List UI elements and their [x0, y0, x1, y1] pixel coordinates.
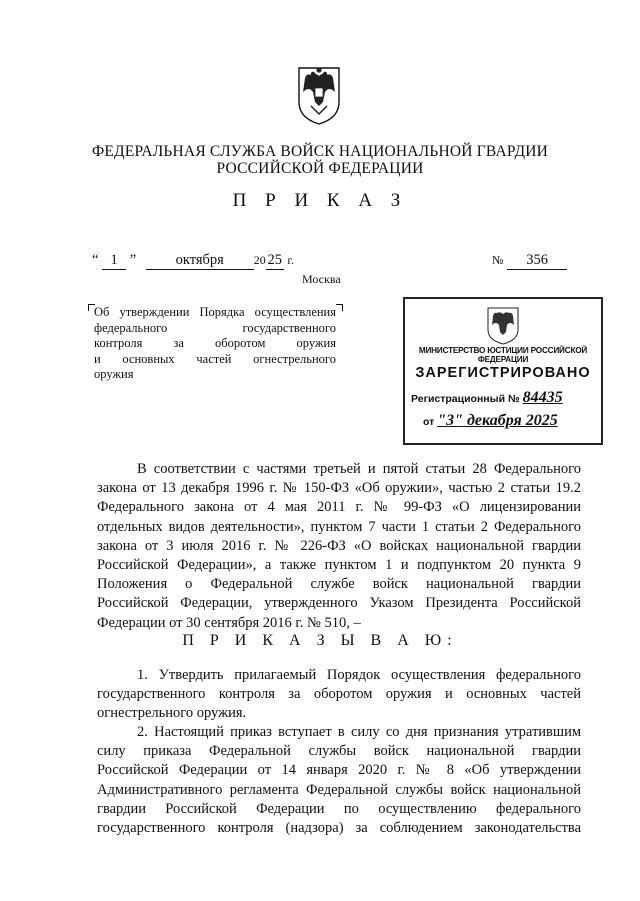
registration-stamp: [403, 297, 603, 445]
preamble-line: В соответствии с частями третьей и пятой статьи 28 Федерального: [137, 461, 581, 477]
order-number: [492, 252, 567, 270]
agency-name-line2: РОССИЙСКОЙ ФЕДЕРАЦИИ: [216, 160, 424, 177]
preamble-line: Российской Федерации», а также пунктом 1 и подпунктом 20 пункта 9: [97, 557, 581, 574]
item-line: государственного контроля (надзора) за соблюдением законодательства: [97, 820, 581, 837]
stamp-date-value: "3" декабря 2025: [437, 412, 558, 429]
stamp-reg-date: [423, 412, 558, 430]
subject-bracket-right: [336, 304, 343, 311]
order-subject: [94, 305, 336, 383]
subject-line: контроля за оборотом оружия: [94, 336, 336, 350]
order-date: [92, 252, 294, 270]
city-label: Москва: [302, 272, 341, 286]
order-number-value: 356: [507, 252, 567, 270]
date-close-quote: ”: [129, 252, 137, 268]
item-line: огнестрельного оружия.: [97, 705, 247, 722]
preamble-line: закона от 13 декабря 1996 г. № 150-ФЗ «Об оружии», частью 2 статьи 19.2: [97, 480, 581, 497]
preamble-line: Российской Федерации, утвержденного Указом Президента Российской: [97, 595, 581, 612]
date-open-quote: “: [92, 252, 99, 268]
item-1-paragraph: [97, 666, 581, 724]
date-day: 1: [102, 252, 126, 270]
stamp-reg-number-value: 84435: [522, 389, 563, 406]
stamp-ministry: МИНИСТЕРСТВО ЮСТИЦИИ РОССИЙСКОЙ ФЕДЕРАЦИИ: [418, 346, 588, 364]
preamble-line: отдельных видов деятельности», пунктом 7 части 1 статьи 2 Федерального: [97, 518, 581, 535]
stamp-emblem: [484, 304, 522, 346]
agency-name-line1: ФЕДЕРАЛЬНАЯ СЛУЖБА ВОЙСК НАЦИОНАЛЬНОЙ ГВАРДИИ: [91, 143, 549, 160]
stamp-date-label: от: [423, 416, 435, 428]
date-year-prefix: 20: [253, 253, 266, 267]
subject-line: федерального государственного: [94, 320, 336, 335]
stamp-reg-label: Регистрационный №: [411, 393, 520, 405]
date-year-abbr: г.: [287, 253, 294, 267]
preamble-line: закона от 3 июля 2016 г. № 226-ФЗ «О войсках национальной гвардии: [97, 537, 581, 554]
number-sign: №: [492, 253, 504, 267]
item-line: государственного контроля за оборотом оружия и основных частей: [97, 686, 581, 703]
item-2-paragraph: [97, 723, 581, 838]
preamble-line: Федерального закона от 4 мая 2011 г. № 99-ФЗ «О лицензировании: [97, 499, 581, 516]
subject-line: Об утверждении Порядка осуществления: [94, 305, 336, 319]
preamble-paragraph: [97, 460, 581, 633]
stamp-registered: ЗАРЕГИСТРИРОВАНО: [415, 365, 591, 381]
item-line: силу приказа Федеральной службы войск национальной гвардии: [97, 743, 581, 760]
date-month: октября: [146, 252, 254, 270]
item-line: 1. Утвердить прилагаемый Порядок осуществления федерального: [137, 667, 581, 683]
item-line: 2. Настоящий приказ вступает в силу со дня признания утратившим: [137, 724, 581, 740]
preamble-line: Федерации от 30 сентября 2016 г. № 510, –: [97, 614, 361, 631]
order-verb-heading: П Р И К А З Ы В А Ю:: [182, 632, 458, 649]
item-line: гвардии Российской Федерации по осуществлению федерального: [97, 800, 581, 817]
date-year-suffix: 25: [267, 252, 282, 268]
item-line: Административного регламента Федеральной службы войск национальной: [97, 781, 581, 798]
subject-line: оружия: [94, 367, 134, 381]
preamble-line: Положения о Федеральной службе войск национальной гвардии: [97, 576, 581, 593]
item-line: Российской Федерации от 14 января 2020 г. № 8 «Об утверждении: [97, 762, 581, 779]
document-type-title: П Р И К А З: [232, 190, 408, 211]
stamp-reg-number: [411, 389, 563, 407]
coat-of-arms-emblem: [293, 62, 345, 126]
subject-line: и основных частей огнестрельного: [94, 351, 336, 366]
